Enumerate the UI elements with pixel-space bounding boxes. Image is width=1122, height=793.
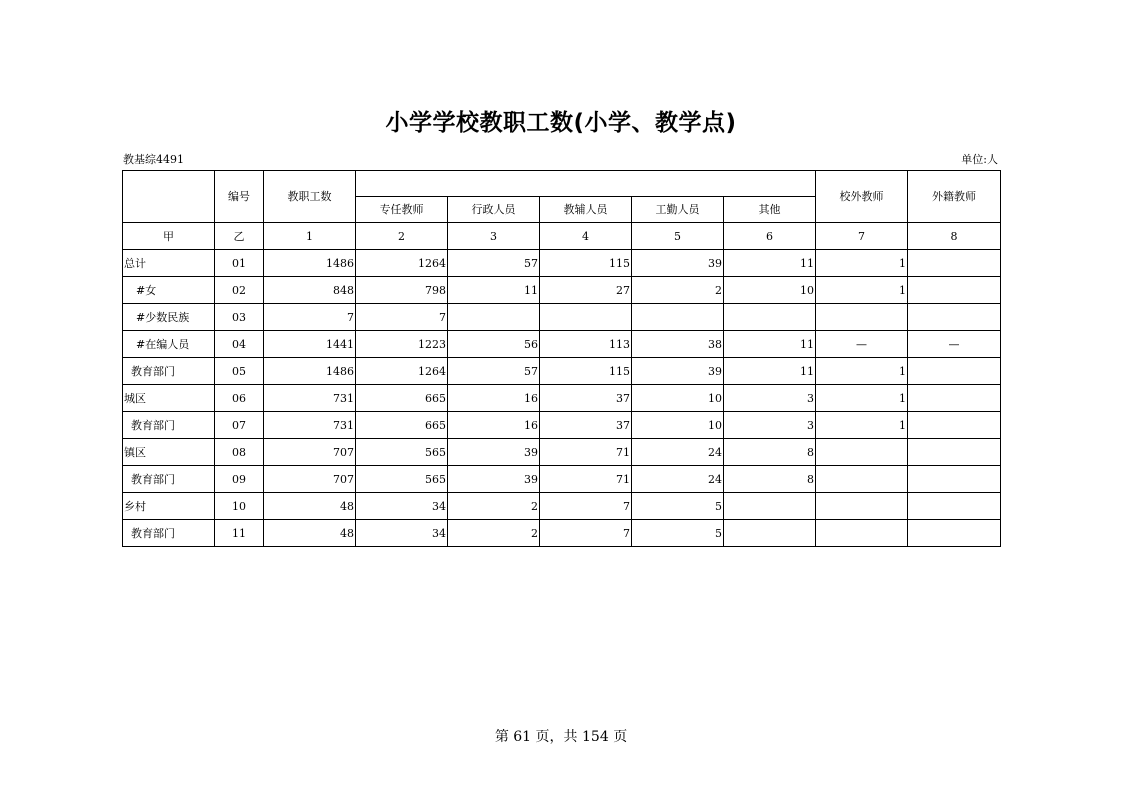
row-label: 教育部门	[123, 412, 215, 439]
value-cell: 2	[632, 277, 724, 304]
value-cell: —	[908, 331, 1001, 358]
value-cell: 5	[632, 493, 724, 520]
value-cell	[724, 493, 816, 520]
table-row	[123, 412, 1001, 439]
value-cell: 115	[540, 358, 632, 385]
value-cell: 1441	[264, 331, 356, 358]
index-cell: 5	[632, 223, 724, 250]
value-cell: 37	[540, 412, 632, 439]
value-cell: 3	[724, 412, 816, 439]
table-row	[123, 358, 1001, 385]
table-row	[123, 385, 1001, 412]
header-total: 教职工数	[264, 171, 356, 223]
unit-label: 单位:人	[961, 153, 998, 166]
value-cell	[908, 385, 1001, 412]
row-code: 10	[215, 493, 264, 520]
value-cell: 11	[448, 277, 540, 304]
header-serial: 编号	[215, 171, 264, 223]
value-cell: 7	[264, 304, 356, 331]
row-label: 教育部门	[123, 466, 215, 493]
value-cell	[908, 304, 1001, 331]
value-cell: 665	[356, 412, 448, 439]
value-cell: 1223	[356, 331, 448, 358]
value-cell	[908, 358, 1001, 385]
value-cell: 48	[264, 520, 356, 547]
value-cell: 48	[264, 493, 356, 520]
index-cell: 6	[724, 223, 816, 250]
value-cell: 1486	[264, 250, 356, 277]
value-cell	[908, 439, 1001, 466]
row-label: #女	[123, 277, 215, 304]
staff-table	[122, 170, 1001, 547]
value-cell: 11	[724, 358, 816, 385]
row-label: 城区	[123, 385, 215, 412]
index-cell: 7	[816, 223, 908, 250]
value-cell: 39	[448, 466, 540, 493]
value-cell: 24	[632, 439, 724, 466]
value-cell	[816, 466, 908, 493]
value-cell: 71	[540, 439, 632, 466]
header-blank-cell	[123, 171, 215, 223]
value-cell: 1	[816, 277, 908, 304]
header-admin-staff: 行政人员	[448, 197, 540, 223]
value-cell	[724, 520, 816, 547]
value-cell: 11	[724, 250, 816, 277]
header-row-1	[123, 171, 1001, 197]
table-row	[123, 520, 1001, 547]
value-cell: —	[816, 331, 908, 358]
value-cell: 1264	[356, 358, 448, 385]
value-cell: 707	[264, 466, 356, 493]
row-label: 教育部门	[123, 520, 215, 547]
index-cell: 甲	[123, 223, 215, 250]
value-cell: 39	[448, 439, 540, 466]
index-cell: 2	[356, 223, 448, 250]
footer-mid: 页，共	[535, 729, 578, 745]
page-footer	[0, 726, 1122, 746]
value-cell: 565	[356, 466, 448, 493]
value-cell	[816, 520, 908, 547]
value-cell: 16	[448, 385, 540, 412]
value-cell: 798	[356, 277, 448, 304]
row-label: 教育部门	[123, 358, 215, 385]
table-row	[123, 439, 1001, 466]
row-label: 总计	[123, 250, 215, 277]
index-row	[123, 223, 1001, 250]
footer-page-number: 61	[513, 729, 532, 745]
page-title: 小学学校教职工数(小学、教学点)	[385, 110, 737, 136]
value-cell: 2	[448, 493, 540, 520]
value-cell: 848	[264, 277, 356, 304]
row-code: 06	[215, 385, 264, 412]
table-row	[123, 250, 1001, 277]
value-cell: 731	[264, 412, 356, 439]
value-cell: 57	[448, 358, 540, 385]
form-code: 教基综4491	[123, 153, 184, 166]
value-cell: 3	[724, 385, 816, 412]
row-code: 01	[215, 250, 264, 277]
value-cell: 731	[264, 385, 356, 412]
value-cell: 56	[448, 331, 540, 358]
value-cell: 1	[816, 385, 908, 412]
value-cell	[908, 277, 1001, 304]
value-cell: 8	[724, 466, 816, 493]
header-other: 其他	[724, 197, 816, 223]
value-cell: 39	[632, 358, 724, 385]
header-service-staff: 工勤人员	[632, 197, 724, 223]
header-aux-staff: 教辅人员	[540, 197, 632, 223]
value-cell: 34	[356, 520, 448, 547]
value-cell	[632, 304, 724, 331]
row-label: #在编人员	[123, 331, 215, 358]
value-cell: 10	[632, 412, 724, 439]
value-cell	[816, 493, 908, 520]
value-cell: 16	[448, 412, 540, 439]
header-fulltime-teachers: 专任教师	[356, 197, 448, 223]
value-cell: 24	[632, 466, 724, 493]
value-cell: 34	[356, 493, 448, 520]
value-cell: 1486	[264, 358, 356, 385]
value-cell: 7	[356, 304, 448, 331]
value-cell	[908, 412, 1001, 439]
row-code: 04	[215, 331, 264, 358]
value-cell: 113	[540, 331, 632, 358]
header-outside-teachers: 校外教师	[816, 171, 908, 223]
value-cell: 38	[632, 331, 724, 358]
value-cell: 1	[816, 412, 908, 439]
value-cell: 27	[540, 277, 632, 304]
value-cell: 7	[540, 520, 632, 547]
row-code: 11	[215, 520, 264, 547]
value-cell: 8	[724, 439, 816, 466]
table-row	[123, 331, 1001, 358]
table-row	[123, 466, 1001, 493]
index-cell: 1	[264, 223, 356, 250]
value-cell: 1	[816, 250, 908, 277]
value-cell: 565	[356, 439, 448, 466]
value-cell: 11	[724, 331, 816, 358]
value-cell: 665	[356, 385, 448, 412]
table-row	[123, 304, 1001, 331]
value-cell	[540, 304, 632, 331]
value-cell: 5	[632, 520, 724, 547]
footer-prefix: 第	[494, 729, 509, 745]
row-label: 镇区	[123, 439, 215, 466]
value-cell: 1	[816, 358, 908, 385]
value-cell: 37	[540, 385, 632, 412]
value-cell	[908, 466, 1001, 493]
row-label: 乡村	[123, 493, 215, 520]
row-code: 09	[215, 466, 264, 493]
value-cell	[908, 250, 1001, 277]
footer-total-pages: 154	[582, 729, 609, 745]
value-cell: 57	[448, 250, 540, 277]
header-group-blank	[356, 171, 816, 197]
value-cell: 115	[540, 250, 632, 277]
value-cell: 2	[448, 520, 540, 547]
value-cell: 7	[540, 493, 632, 520]
row-label: #少数民族	[123, 304, 215, 331]
value-cell: 10	[724, 277, 816, 304]
footer-suffix: 页	[613, 729, 628, 745]
value-cell: 39	[632, 250, 724, 277]
table-row	[123, 493, 1001, 520]
row-code: 05	[215, 358, 264, 385]
value-cell	[448, 304, 540, 331]
value-cell: 10	[632, 385, 724, 412]
row-code: 02	[215, 277, 264, 304]
value-cell: 1264	[356, 250, 448, 277]
value-cell: 707	[264, 439, 356, 466]
table-row	[123, 277, 1001, 304]
value-cell	[724, 304, 816, 331]
index-cell: 4	[540, 223, 632, 250]
value-cell: 71	[540, 466, 632, 493]
row-code: 03	[215, 304, 264, 331]
index-cell: 3	[448, 223, 540, 250]
value-cell	[908, 493, 1001, 520]
value-cell	[816, 304, 908, 331]
value-cell	[908, 520, 1001, 547]
row-code: 08	[215, 439, 264, 466]
index-cell: 乙	[215, 223, 264, 250]
index-cell: 8	[908, 223, 1001, 250]
header-foreign-teachers: 外籍教师	[908, 171, 1001, 223]
row-code: 07	[215, 412, 264, 439]
value-cell	[816, 439, 908, 466]
